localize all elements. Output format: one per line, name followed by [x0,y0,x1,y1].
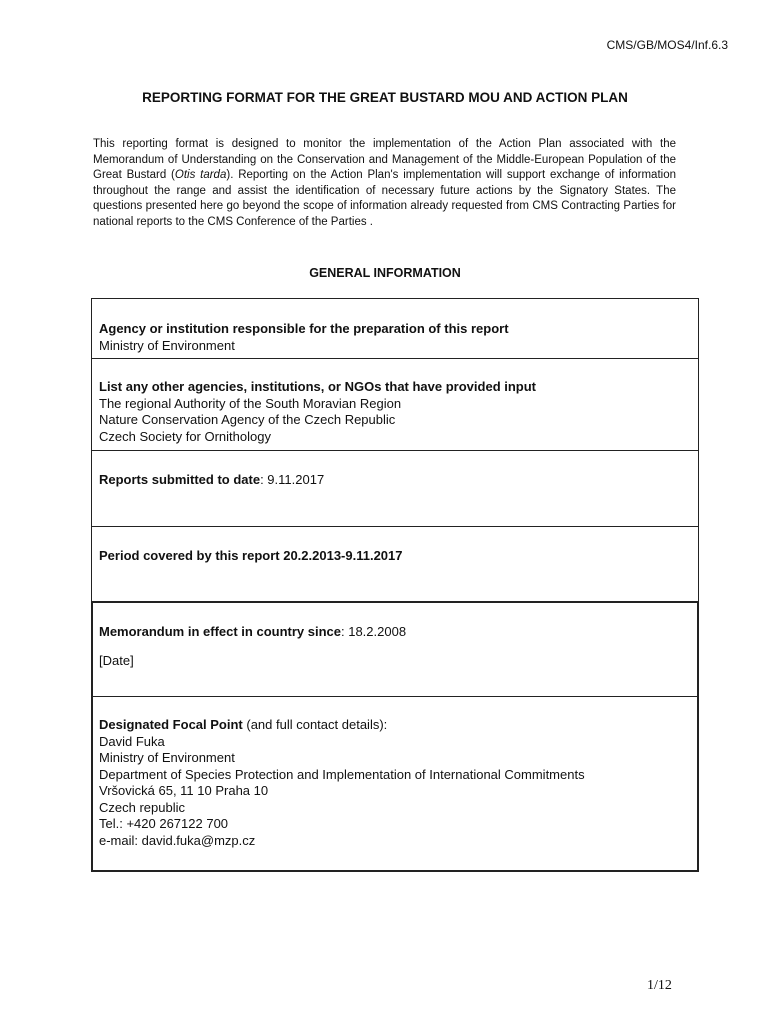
focal-point-line: Tel.: +420 267122 700 [99,816,229,831]
period-covered-cell [92,548,698,565]
other-agency-item: Nature Conservation Agency of the Czech Republic [99,412,396,427]
row-divider [92,450,698,451]
other-agencies-cell [92,379,698,445]
memorandum-value: : 18.2.2008 [341,624,407,639]
memorandum-date-placeholder: [Date] [99,652,134,668]
focal-point-line: Czech republic [99,799,185,815]
document-title: REPORTING FORMAT FOR THE GREAT BUSTARD MOU AND ACTION PLAN [142,90,628,105]
agency-label: Agency or institution responsible for the preparation of this report [99,321,509,336]
agency-value: Ministry of Environment [99,337,235,353]
reports-submitted-label: Reports submitted to date [99,472,261,487]
page-number: 1/12 [647,978,672,993]
period-covered-label: Period covered by this report 20.2.2013-9.11.2017 [99,548,403,563]
other-agencies-label: List any other agencies, institutions, or NGOs that have provided input [99,379,537,394]
intro-species-name: Otis tarda [174,169,227,182]
reports-submitted-cell [92,472,698,489]
focal-point-line: David Fuka [99,733,165,749]
memorandum-label: Memorandum in effect in country since [99,624,341,639]
lower-table-frame [91,602,699,872]
intro-text-end: ). Reporting on the Action Plan's implementation will support exchange of information throughout the range and assist the identification of necessary future actions by the Signatory States. The questions presented here go beyond the scope of information already requested from CMS Contracting Parties for national reports to the CMS Conference of the Parties . [93,169,676,228]
document-reference: CMS/GB/MOS4/Inf.6.3 [606,38,728,52]
focal-point-label-suffix: (and full contact details): [242,717,388,732]
focal-point-line: Vršovická 65, 11 10 Praha 10 [99,783,269,798]
intro-paragraph [93,137,676,231]
focal-point-label: Designated Focal Point [99,717,243,732]
reports-submitted-value: : 9.11.2017 [260,472,325,487]
section-heading-general-information: GENERAL INFORMATION [309,266,461,280]
agency-cell [92,321,698,354]
focal-point-line: Ministry of Environment [99,750,235,765]
row-divider [92,526,698,527]
row-divider [92,358,698,359]
focal-point-line: e-mail: david.fuka@mzp.cz [99,832,256,848]
intro-text-start: This reporting format is designed to monitor the implementation of the Action Plan associated with the Memorandum of Understanding on the Conservation and Management of the Middle-European Population of the Great Bustard ( [93,138,676,182]
focal-point-line: Department of Species Protection and Implementation of International Commitments [99,766,585,782]
other-agency-item: Czech Society for Ornithology [99,428,271,444]
other-agency-item: The regional Authority of the South Moravian Region [99,395,402,411]
